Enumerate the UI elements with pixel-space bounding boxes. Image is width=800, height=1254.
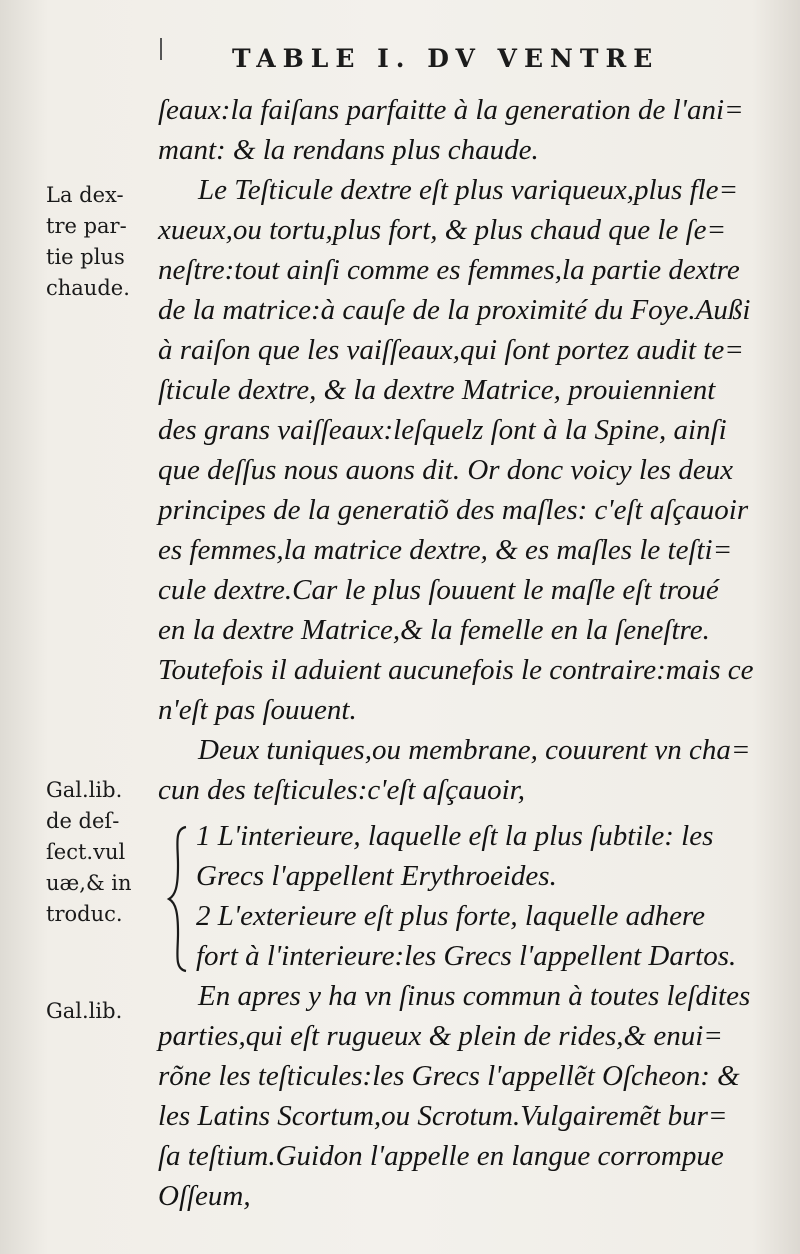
- text-line: ſticule dextre, & la dextre Matrice, prouiennient: [158, 374, 716, 406]
- text-line: En apres y ha vn ſinus commun à toutes leſdites: [198, 980, 751, 1012]
- margin-note-line: tre par-: [46, 214, 127, 238]
- text-line: mant: & la rendans plus chaude.: [158, 134, 539, 166]
- text-line: Le Teſticule dextre eſt plus variqueux,plus fle=: [198, 174, 739, 206]
- text-line: n'eſt pas ſouuent.: [158, 694, 357, 726]
- text-line: des grans vaiſſeaux:leſquelz ſont à la Spine, ainſi: [158, 414, 727, 446]
- list-item: fort à l'interieure:les Grecs l'appellent Dartos.: [196, 940, 737, 972]
- page-edge-mark: [160, 38, 162, 60]
- text-line: neſtre:tout ainſi comme es femmes,la partie dextre: [158, 254, 740, 286]
- text-line: les Latins Scortum,ou Scrotum.Vulgairemẽt bur=: [158, 1100, 728, 1132]
- text-line: es femmes,la matrice dextre, & es maſles le teſti=: [158, 534, 733, 566]
- curly-brace-icon: [166, 825, 190, 973]
- margin-note-line: Gal.lib.: [46, 778, 123, 802]
- text-line: de la matrice:à cauſe de la proximité du Foye.Außi: [158, 294, 751, 326]
- margin-note-line: tie plus: [46, 245, 125, 269]
- margin-note-line: La dex-: [46, 183, 124, 207]
- list-item: 2 L'exterieure eſt plus forte, laquelle adhere: [196, 900, 706, 932]
- list-item: Grecs l'appellent Erythroeides.: [196, 860, 557, 892]
- text-line: ſeaux:la faiſans parfaitte à la generation de l'ani=: [158, 94, 744, 126]
- margin-note-line: de deſ-: [46, 809, 120, 833]
- text-line: xueux,ou tortu,plus fort, & plus chaud que le ſe=: [158, 214, 727, 246]
- text-line: ſa teſtium.Guidon l'appelle en langue corrompue: [158, 1140, 724, 1172]
- text-line: Oſſeum,: [158, 1180, 251, 1212]
- text-line: Deux tuniques,ou membrane, couurent vn cha=: [198, 734, 751, 766]
- text-line: en la dextre Matrice,& la femelle en la ſeneſtre.: [158, 614, 710, 646]
- margin-note-line: troduc.: [46, 902, 123, 926]
- text-line: parties,qui eſt rugueux & plein de rides,& enui=: [158, 1020, 723, 1052]
- text-line: que deſſus nous auons dit. Or donc voicy les deux: [158, 454, 734, 486]
- text-line: rõne les teſticules:les Grecs l'appellẽt Oſcheon: &: [158, 1060, 740, 1092]
- margin-note-line: ſect.vul: [46, 840, 126, 864]
- running-header: TABLE I. DV VENTRE: [232, 44, 660, 73]
- text-line: Toutefois il aduient aucunefois le contraire:mais ce: [158, 654, 754, 686]
- margin-note-line: Gal.lib.: [46, 999, 123, 1023]
- list-item: 1 L'interieure, laquelle eſt la plus ſubtile: les: [196, 820, 714, 852]
- margin-note-line: chaude.: [46, 276, 130, 300]
- text-line: cun des teſticules:c'eſt aſçauoir,: [158, 774, 525, 806]
- text-line: principes de la generatiõ des maſles: c'eſt aſçauoir: [158, 494, 749, 526]
- text-line: cule dextre.Car le plus ſouuent le maſle eſt troué: [158, 574, 719, 606]
- text-line: à raiſon que les vaiſſeaux,qui ſont portez audit te=: [158, 334, 744, 366]
- margin-note-line: uæ,& in: [46, 871, 132, 895]
